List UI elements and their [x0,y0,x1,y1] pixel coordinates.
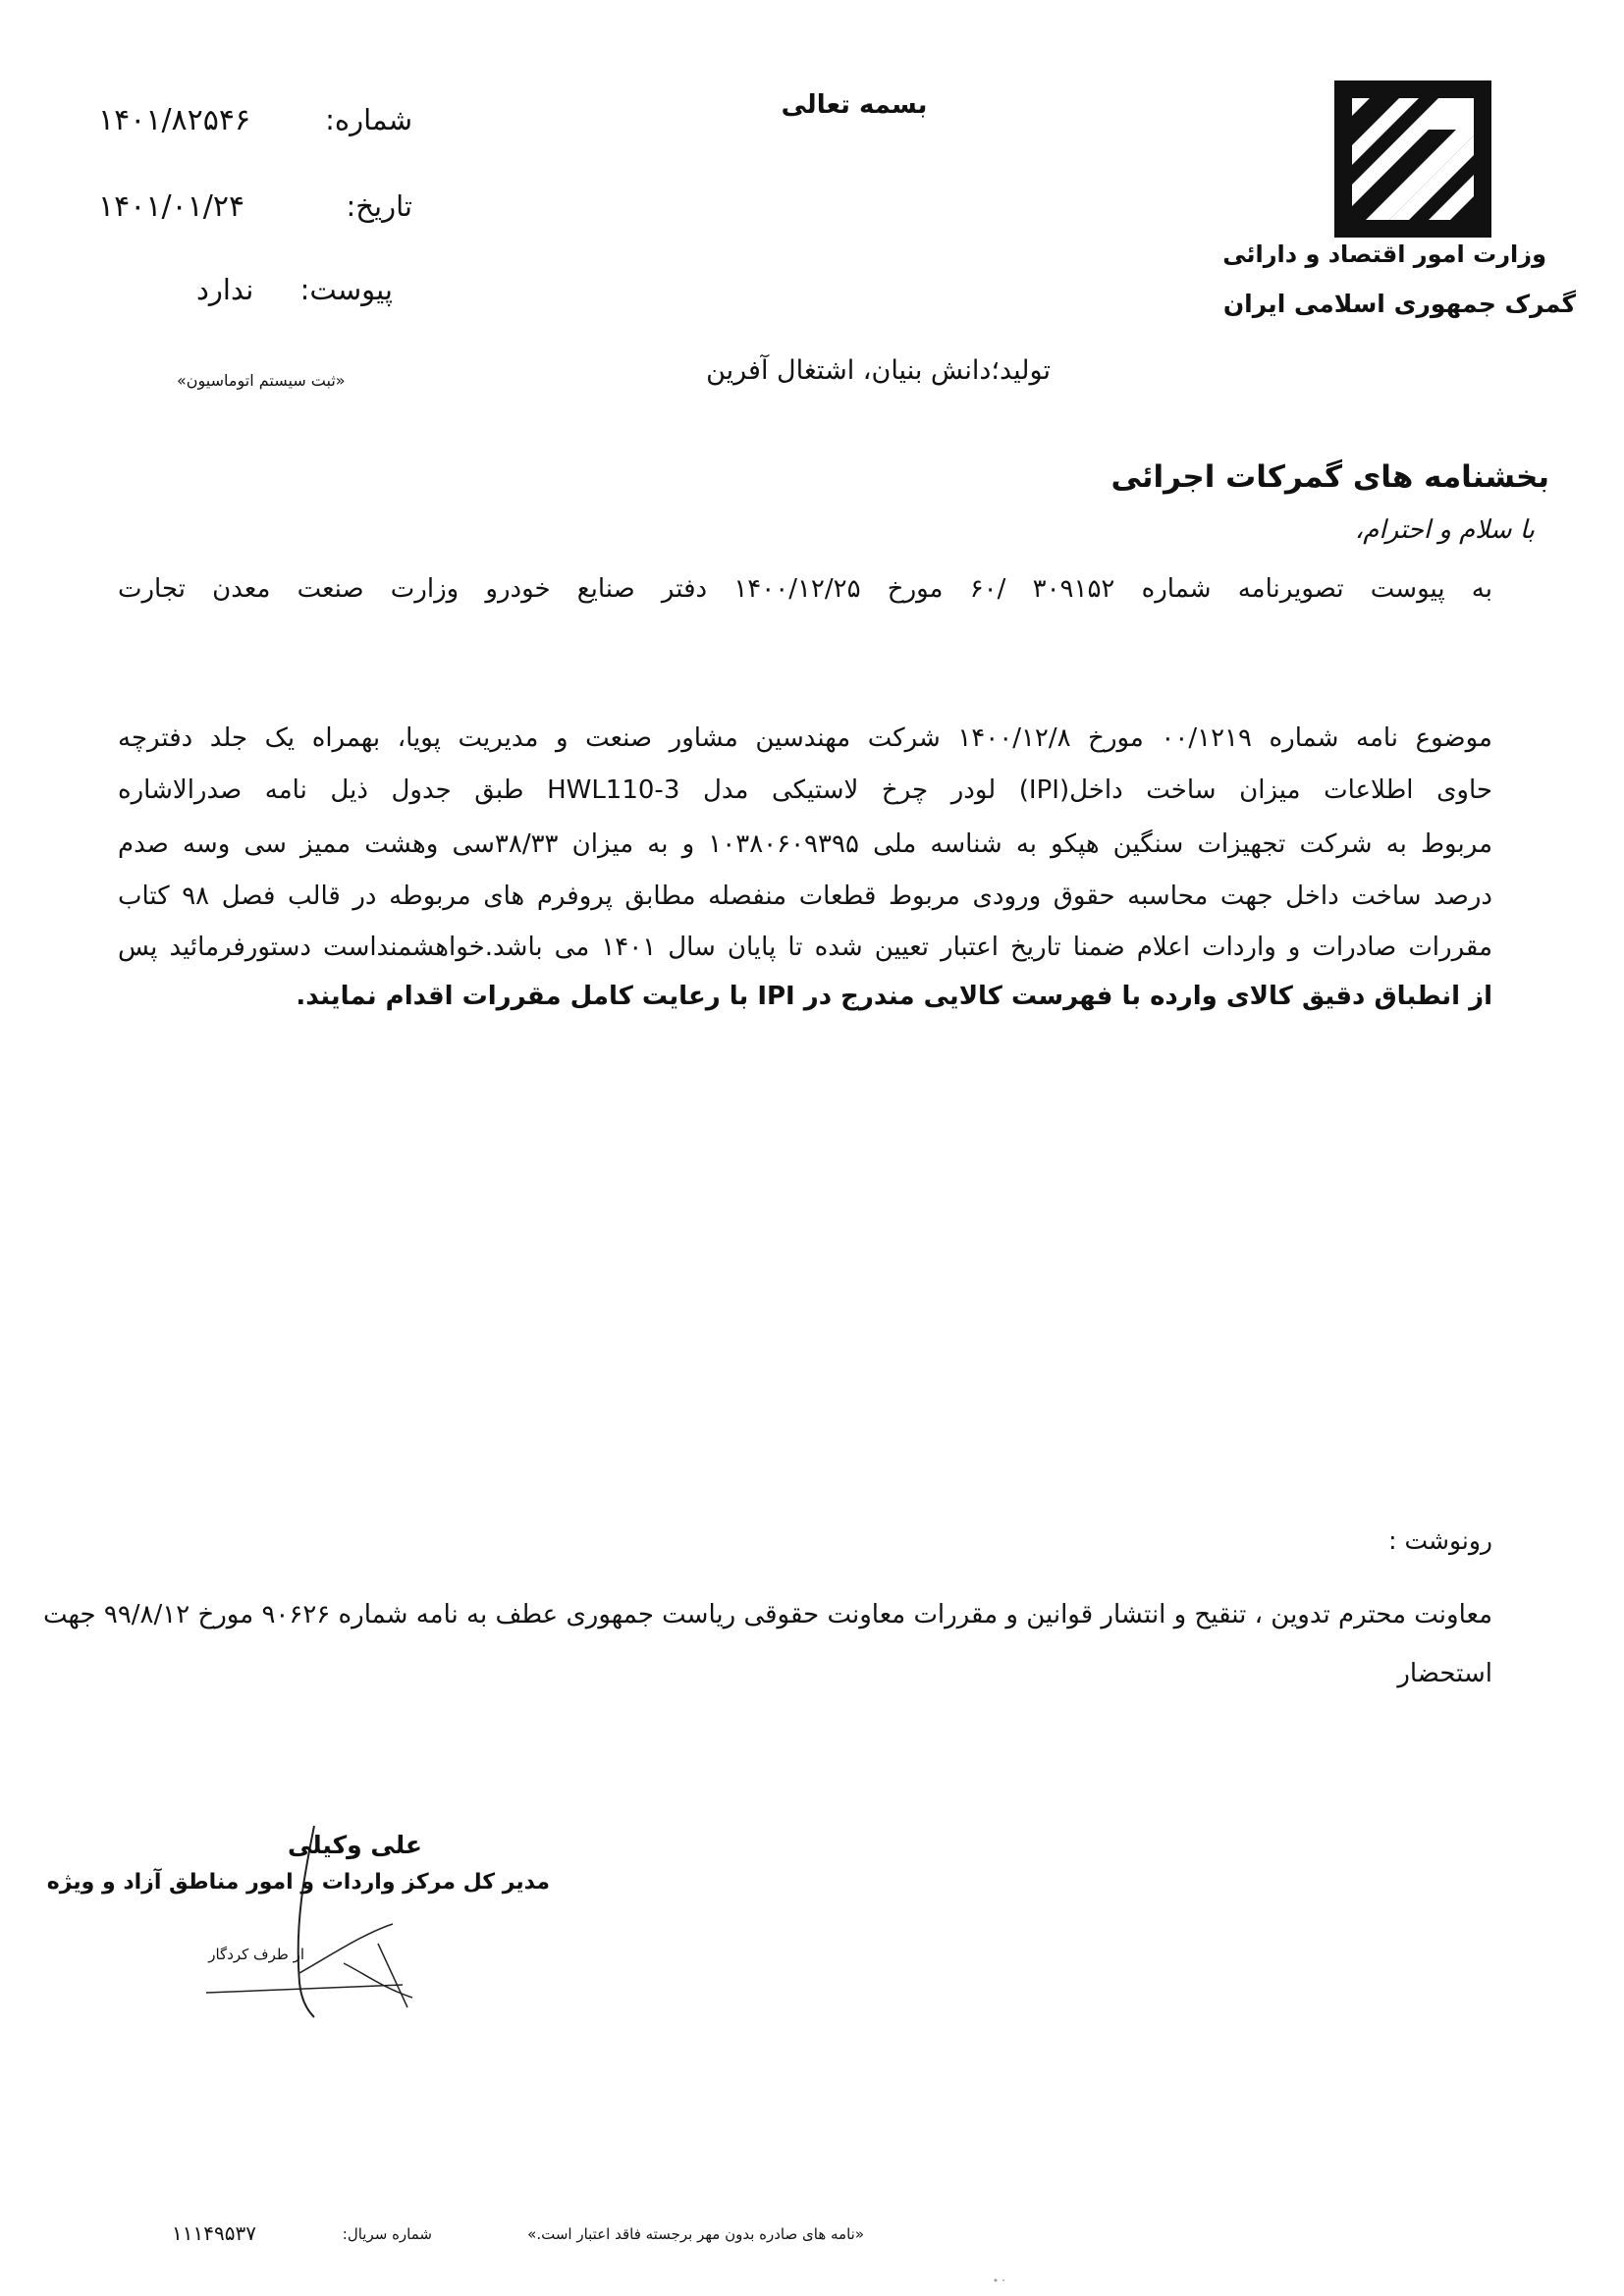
letter-date-label: تاریخ: [346,189,412,223]
body-line-5: درصد ساخت داخل جهت محاسبه حقوق ورودی مربوط قطعات منفصله مطابق پروفرم های مربوطه در قالب فصل ۹۸ کتاب [118,881,1492,911]
automation-registration-note: «ثبت سیستم اتوماسیون» [177,371,346,390]
letter-number-value: ۱۴۰۱/۸۲۵۴۶ [98,103,251,137]
body-line-7: از انطباق دقیق کالای وارده با فهرست کالایی مندرج در IPI با رعایت کامل مقررات اقدام نمایند. [296,982,1492,1011]
signer-name: علی وکیلی [287,1831,422,1859]
year-slogan: تولید؛دانش بنیان، اشتغال آفرین [706,355,1051,386]
body-line-1: به پیوست تصویرنامه شماره ۳۰۹۱۵۲ /۶۰ مورخ ۱۴۰۰/۱۲/۲۵ دفتر صنایع خودرو وزارت صنعت معدن تجارت [118,574,1492,604]
customs-name: گمرک جمهوری اسلامی ایران [1222,290,1576,318]
serial-number-value: ۱۱۱۴۹۵۳۷ [172,2221,256,2245]
cc-line-1: معاونت محترم تدوین ، تنقیح و انتشار قوانین و مقررات معاونت حقوقی ریاست جمهوری عطف به نامه شماره ۹۰۶۲۶ مورخ ۹۹/۸/۱۲ جهت [43,1600,1492,1629]
letter-attachment [196,273,393,306]
body-line-4: مربوط به شرکت تجهیزات سنگین هپکو به شناسه ملی ۱۰۳۸۰۶۰۹۳۹۵ و به میزان ۳۸/۳۳سی وهشت ممیز سی وسه صدم [118,829,1492,859]
body-line-6: مقررات صادرات و واردات اعلام ضمنا تاریخ اعتبار تعیین شده تا پایان سال ۱۴۰۱ می باشد.خواهشمنداست دستورفرمائید پس [118,933,1492,962]
letter-number [98,103,412,137]
body-line-3: حاوی اطلاعات میزان ساخت داخل(IPI) لودر چرخ لاستیکی مدل HWL110-3 طبق جدول ذیل نامه صدرالاشاره [118,775,1492,805]
bismillah-heading: بسمه تعالی [781,90,928,120]
cc-label: رونوشت : [1388,1526,1492,1555]
on-behalf-note: از طرف کردگار [208,1946,304,1963]
customs-emblem-icon [1330,77,1495,241]
letter-date [98,189,412,224]
attachment-label: پیوست: [299,273,393,306]
greeting: با سلام و احترام، [1354,515,1535,545]
footer-validity-note: «نامه های صادره بدون مهر برجسته فاقد اعتبار است.» [527,2225,864,2243]
scan-speck [992,2277,1011,2283]
document-title: بخشنامه های گمرکات اجرائی [1110,459,1549,495]
serial-number-label: شماره سریال: [342,2225,432,2243]
body-line-2: موضوع نامه شماره ۰۰/۱۲۱۹ مورخ ۱۴۰۰/۱۲/۸ شرکت مهندسین مشاور صنعت و مدیریت پویا، بهمراه یک جلد دفترچه [118,723,1492,753]
letter-date-value: ۱۴۰۱/۰۱/۲۴ [98,189,245,224]
cc-line-2: استحضار [1397,1659,1492,1688]
signer-title: مدیر کل مرکز واردات و امور مناطق آزاد و ویژه [46,1870,550,1895]
ministry-name: وزارت امور اقتصاد و دارائی [1222,240,1546,268]
letter-number-label: شماره: [325,103,412,136]
attachment-value: ندارد [196,273,254,306]
